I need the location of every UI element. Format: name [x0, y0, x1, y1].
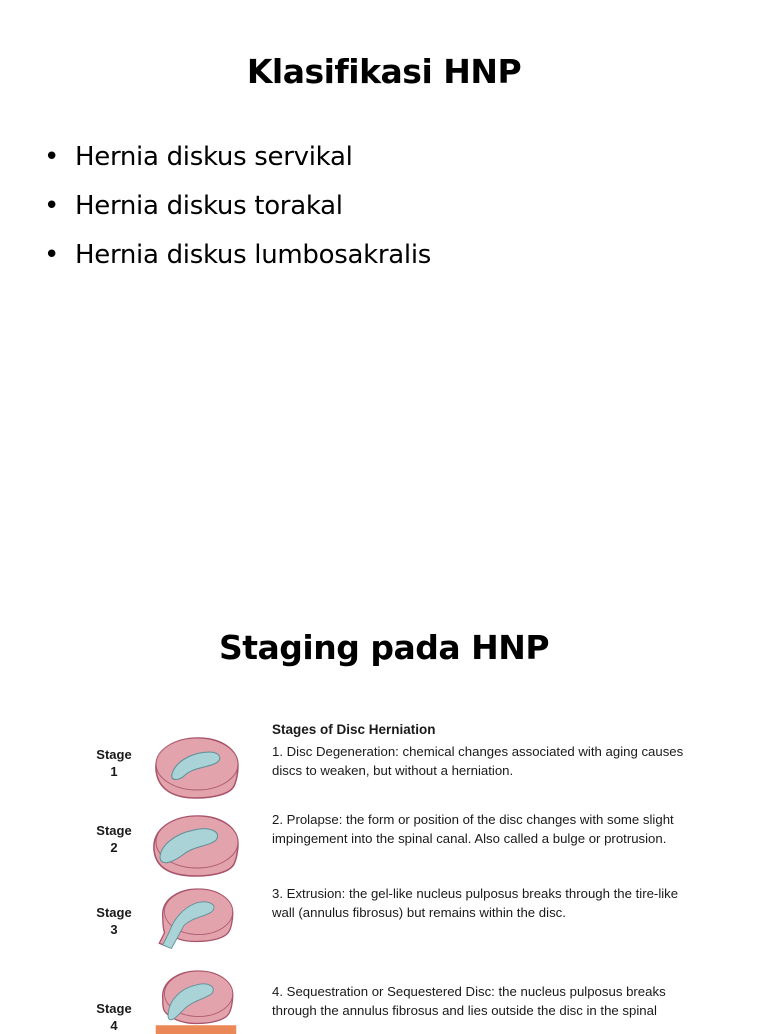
slide-title: Klasifikasi HNP: [246, 52, 522, 91]
bullet-icon: •: [44, 142, 60, 172]
stage-label: [88, 746, 140, 780]
desc-line: discs to weaken, but without a herniation.: [272, 763, 514, 778]
desc-line: 4. Sequestration or Sequestered Disc: the nucleus pulposus breaks: [272, 984, 666, 999]
bullet-list: [44, 142, 431, 289]
stage-number: 2: [110, 840, 118, 855]
disc-stage-1-illustration: [150, 730, 242, 800]
desc-line: wall (annulus fibrosus) but remains within the disc.: [272, 905, 566, 920]
slide-staging: [0, 560, 768, 1033]
bullet-icon: •: [44, 191, 60, 221]
bullet-text: Hernia diskus torakal: [75, 191, 343, 221]
slide-title: Staging pada HNP: [218, 628, 550, 667]
bullet-text: Hernia diskus servikal: [75, 142, 353, 172]
stage-number: 1: [110, 764, 118, 779]
stage-label: [88, 904, 140, 938]
desc-line: impingement into the spinal canal. Also called a bulge or protrusion.: [272, 831, 667, 846]
stage-number: 4: [110, 1018, 118, 1033]
disc-stage-3-illustration: [150, 882, 242, 952]
stage-label: [88, 822, 140, 856]
stage-word: Stage: [96, 823, 132, 838]
desc-line: through the annulus fibrosus and lies outside the disc in the spinal: [272, 1003, 657, 1018]
disc-stage-2-illustration: [150, 808, 242, 878]
stage-description: [272, 742, 722, 780]
bullet-icon: •: [44, 240, 60, 270]
disc-herniation-figure: [88, 712, 728, 1032]
stage-description: [272, 810, 722, 848]
bullet-text: Hernia diskus lumbosakralis: [75, 240, 431, 270]
stage-description: [272, 982, 722, 1020]
stage-description: [272, 884, 722, 922]
stage-word: Stage: [96, 1001, 132, 1016]
stage-label: [88, 1000, 140, 1034]
list-item: [44, 191, 431, 240]
desc-line: 3. Extrusion: the gel-like nucleus pulposus breaks through the tire-like: [272, 886, 679, 901]
list-item: [44, 142, 431, 191]
stage-number: 3: [110, 922, 118, 937]
stage-word: Stage: [96, 747, 132, 762]
figure-heading: Stages of Disc Herniation: [272, 722, 436, 737]
list-item: [44, 240, 431, 289]
stage-word: Stage: [96, 905, 132, 920]
desc-line: 1. Disc Degeneration: chemical changes associated with aging causes: [272, 744, 684, 759]
desc-line: 2. Prolapse: the form or position of the disc changes with some slight: [272, 812, 674, 827]
